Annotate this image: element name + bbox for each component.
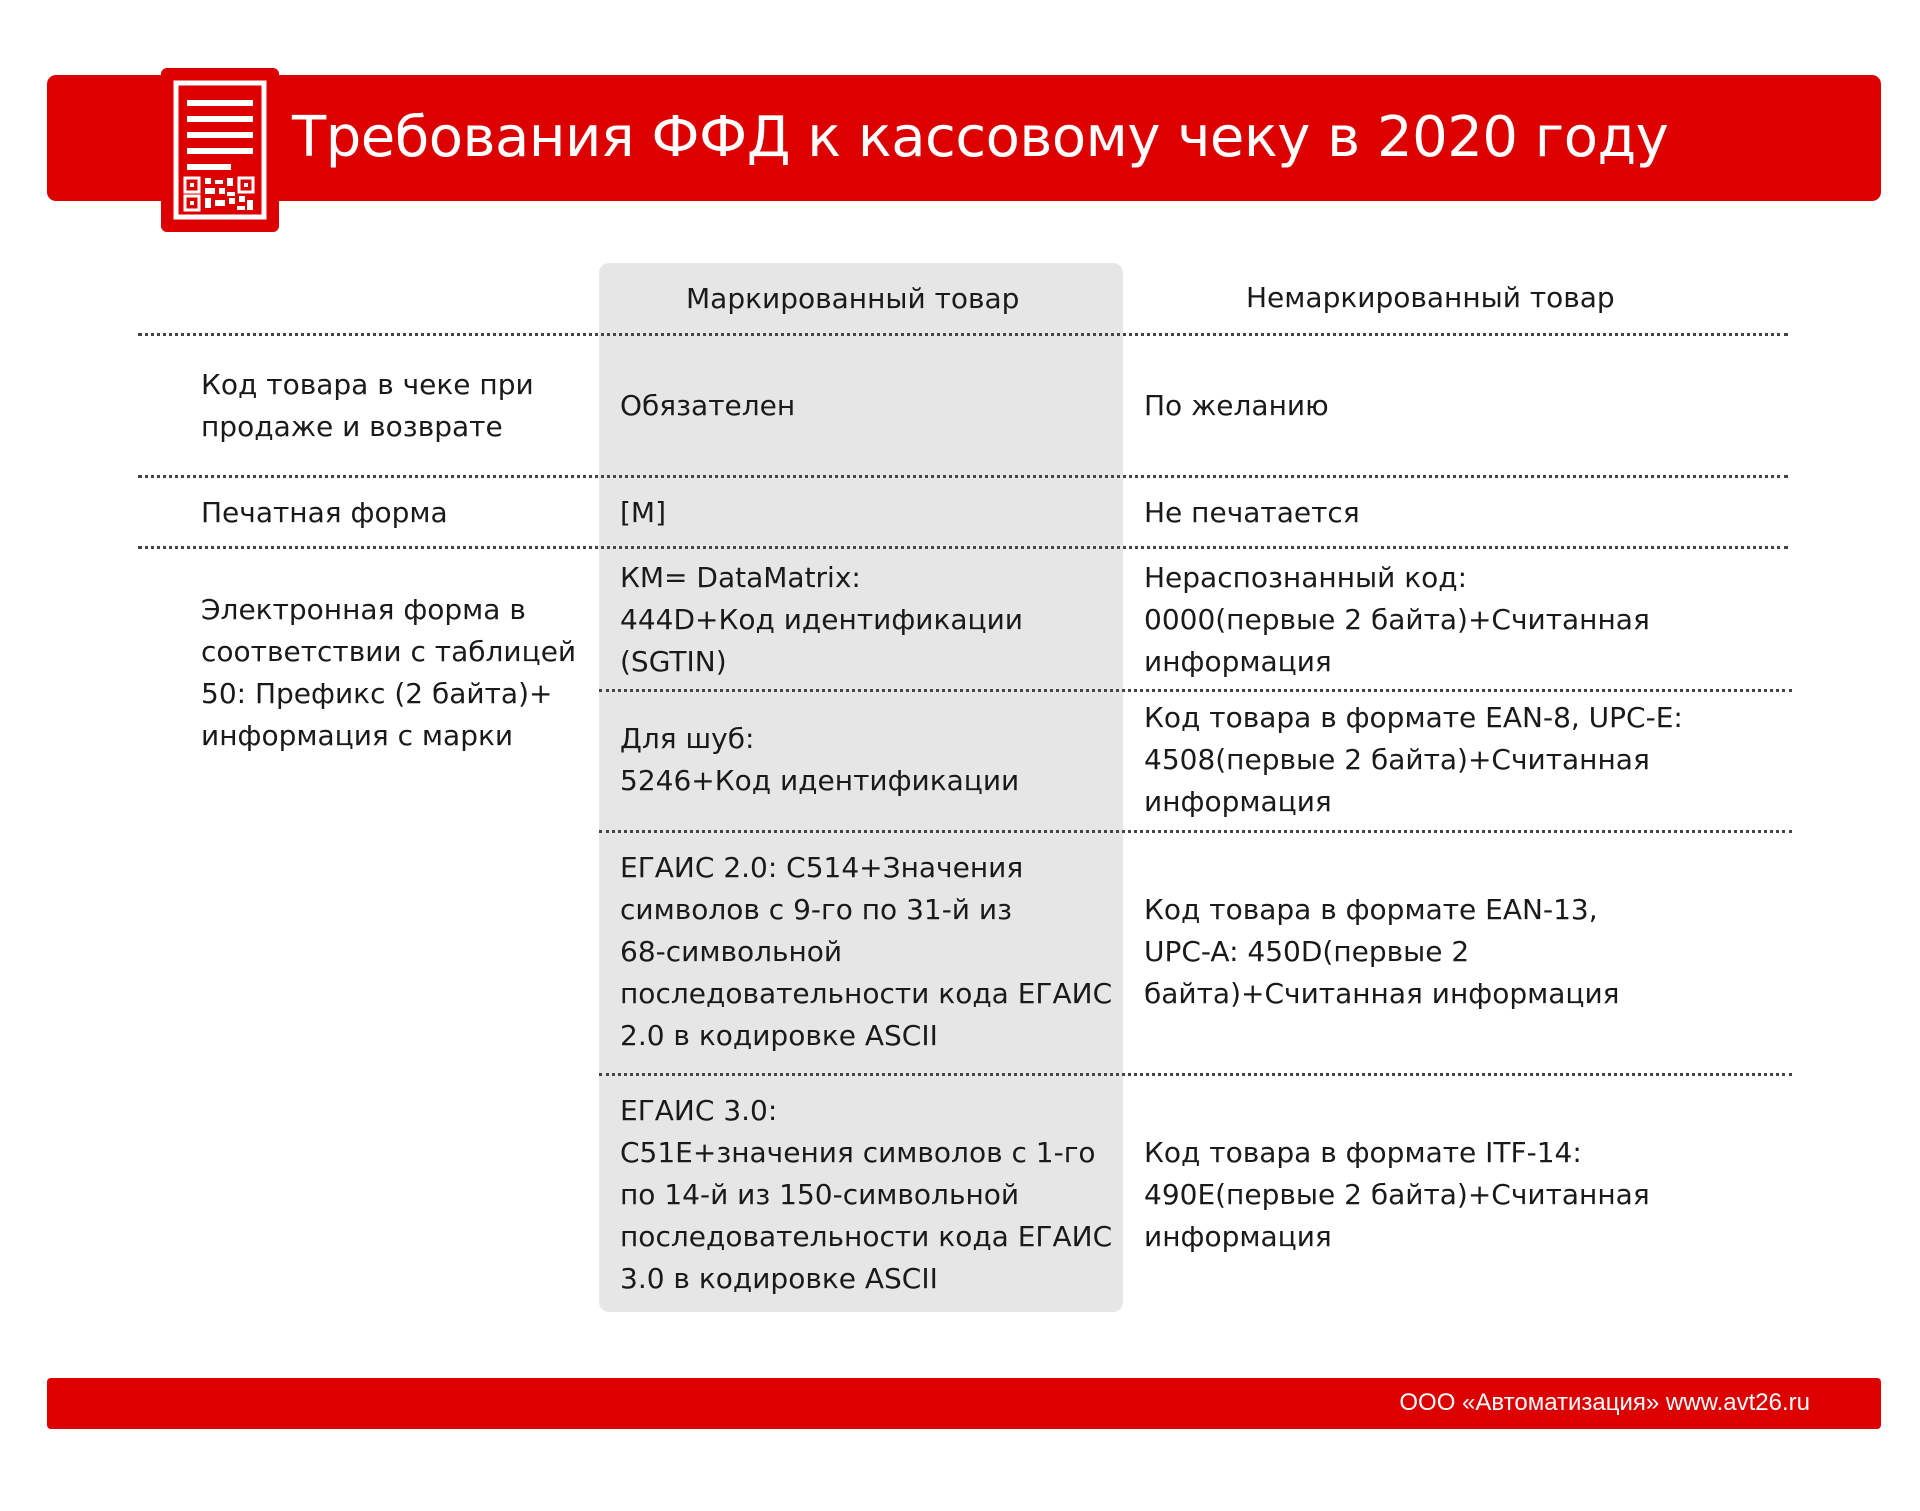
subrow-divider (599, 689, 1792, 692)
footer-company: ООО «Автоматизация» www.avt26.ru (1399, 1389, 1810, 1416)
cell-unmarked-unrecognized: Нераспознанный код: 0000(первые 2 байта)+Считанная информация (1144, 561, 1650, 678)
cell-marked-product-code: Обязателен (620, 389, 796, 422)
cell-unmarked-itf14: Код товара в формате ITF-14: 490Е(первые 2 байта)+Считанная информация (1144, 1136, 1650, 1253)
cell-marked-egais-3: ЕГАИС 3.0: С51Е+значения символов с 1-го по 14-й из 150-символьной последовательности кода ЕГАИС 3.0 в кодировке ASCII (620, 1094, 1113, 1295)
cell-unmarked-product-code: По желанию (1144, 389, 1329, 422)
row-divider (138, 333, 1788, 336)
cell-unmarked-ean8: Код товара в формате EAN-8, UPC-E: 4508(первые 2 байта)+Считанная информация (1144, 701, 1683, 818)
subrow-divider (599, 1073, 1792, 1076)
row-label-electronic-form: Электронная форма в соответствии с таблицей 50: Префикс (2 байта)+ информация с марки (201, 593, 577, 752)
page-title: Требования ФФД к кассовому чеку в 2020 году (292, 105, 1669, 170)
cell-unmarked-print-form: Не печатается (1144, 496, 1360, 529)
subrow-divider (599, 830, 1792, 833)
row-label-print-form: Печатная форма (201, 496, 448, 529)
cell-unmarked-ean13: Код товара в формате EAN-13, UPC-A: 450D(первые 2 байта)+Считанная информация (1144, 893, 1620, 1010)
row-divider (138, 475, 1788, 478)
row-label-product-code: Код товара в чеке при продаже и возврате (201, 368, 534, 443)
cell-marked-print-form: [M] (620, 496, 667, 529)
cell-marked-egais-2: ЕГАИС 2.0: С514+Значения символов с 9-го по 31-й из 68-символьной последовательности кода ЕГАИС 2.0 в кодировке ASCII (620, 851, 1113, 1052)
cell-marked-datamatrix: КМ= DataMatrix: 444D+Код идентификации (SGTIN) (620, 561, 1023, 678)
row-divider (138, 546, 1788, 549)
receipt-qr-icon (161, 68, 279, 232)
cell-marked-furs: Для шуб: 5246+Код идентификации (620, 722, 1020, 797)
column-header-marked: Маркированный товар (686, 282, 1020, 315)
column-header-unmarked: Немаркированный товар (1246, 281, 1615, 314)
